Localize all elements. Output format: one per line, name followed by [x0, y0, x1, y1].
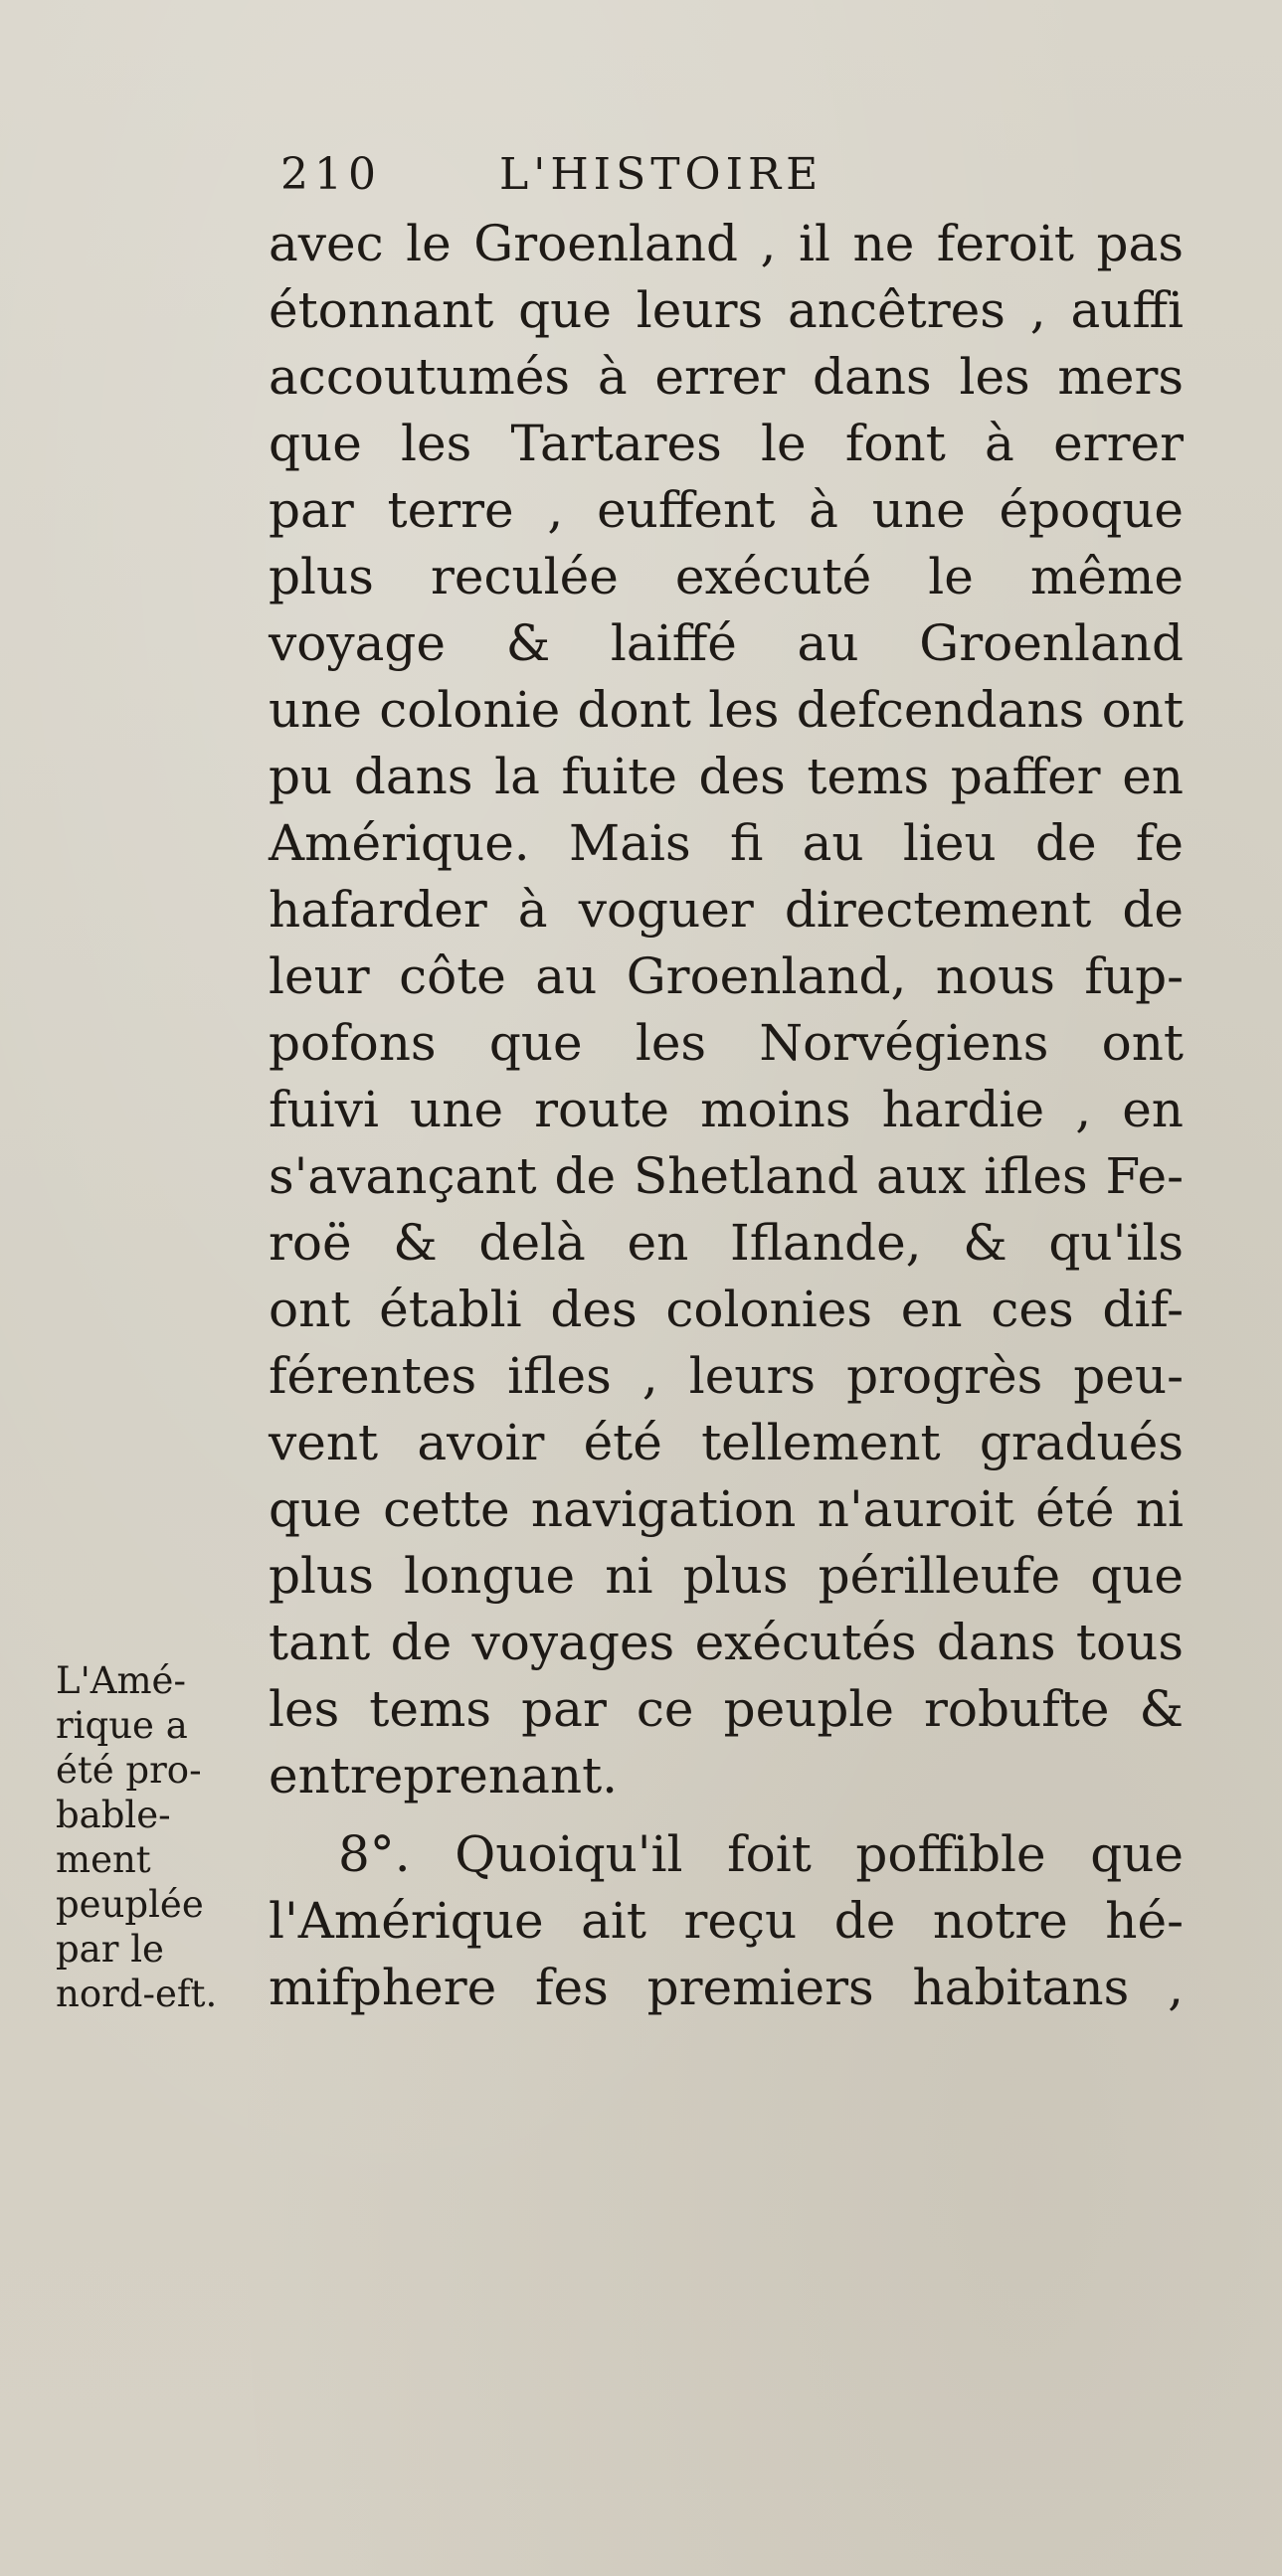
margin-note-line: bable-	[56, 1794, 171, 1836]
text-line: voyage & laiffé au Groenland	[269, 614, 1184, 672]
text-line: étonnant que leurs ancêtres , auffi	[269, 281, 1184, 339]
text-line: par terre , euffent à une époque	[269, 481, 1184, 539]
text-line: entreprenant.	[269, 1747, 619, 1804]
text-line: mifphere fes premiers habitans ,	[269, 1959, 1184, 2016]
text-line: que les Tartares le font à errer	[269, 415, 1184, 472]
text-line: hafarder à voguer directement de	[269, 881, 1184, 939]
margin-note-line: été pro-	[56, 1749, 202, 1792]
text-line: roë & delà en Iflande, & qu'ils	[269, 1214, 1184, 1272]
text-line: l'Amérique ait reçu de notre hé-	[269, 1892, 1184, 1950]
body-text	[269, 211, 1184, 2021]
page-number: 210	[280, 149, 382, 200]
text-line: plus reculée exécuté le même	[269, 548, 1184, 605]
text-line: ont établi des colonies en ces dif-	[269, 1281, 1184, 1338]
text-line: vent avoir été tellement gradués	[269, 1414, 1184, 1471]
margin-note-line: peuplée	[56, 1883, 204, 1926]
text-line: accoutumés à errer dans les mers	[269, 348, 1184, 406]
text-line: les tems par ce peuple robufte &	[269, 1680, 1184, 1738]
margin-note-line: nord-eft.	[56, 1973, 218, 2015]
margin-note-line: rique a	[56, 1704, 188, 1747]
text-line: Amérique. Mais fi au lieu de fe	[269, 814, 1184, 872]
text-line: pofons que les Norvégiens ont	[269, 1014, 1184, 1072]
margin-note	[56, 1658, 265, 2016]
text-line: une colonie dont les defcendans ont	[269, 681, 1184, 739]
text-line: pu dans la fuite des tems paffer en	[269, 748, 1184, 805]
text-line: s'avançant de Shetland aux ifles Fe-	[269, 1147, 1184, 1205]
margin-note-line: L'Amé-	[56, 1659, 186, 1702]
running-title: L'HISTOIRE	[499, 149, 824, 200]
text-line: plus longue ni plus périlleufe que	[269, 1547, 1184, 1605]
text-line: 8°. Quoiqu'il foit poffible que	[338, 1825, 1184, 1883]
margin-note-line: par le	[56, 1928, 164, 1971]
page-header	[280, 149, 1036, 209]
text-line: férentes ifles , leurs progrès peu-	[269, 1347, 1184, 1405]
text-line: que cette navigation n'auroit été ni	[269, 1480, 1184, 1538]
text-line: fuivi une route moins hardie , en	[269, 1081, 1184, 1138]
text-line: leur côte au Groenland, nous fup-	[269, 947, 1184, 1005]
text-line: tant de voyages exécutés dans tous	[269, 1614, 1184, 1671]
margin-note-line: ment	[56, 1838, 151, 1881]
text-line: avec le Groenland , il ne feroit pas	[269, 215, 1184, 272]
